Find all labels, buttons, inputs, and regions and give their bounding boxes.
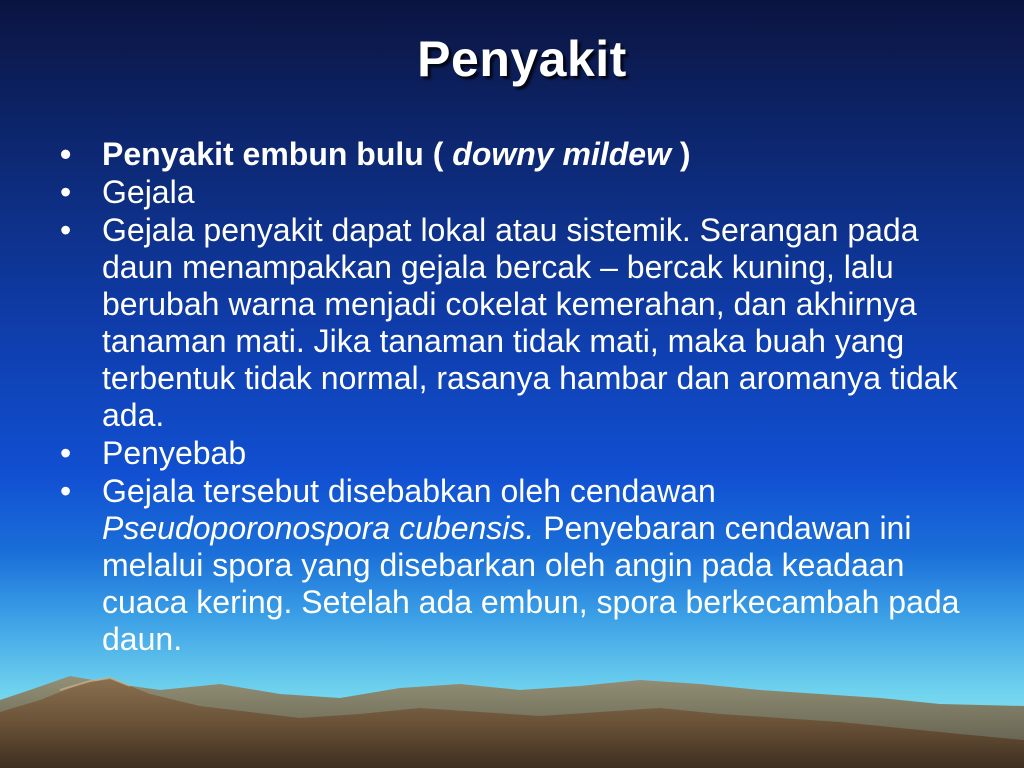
item-text: Gejala bbox=[102, 174, 195, 210]
bullet-marker: • bbox=[60, 212, 72, 248]
item-text: Gejala tersebut disebabkan oleh cendawan bbox=[102, 473, 716, 509]
bullet-item-penyebab-description bbox=[60, 473, 980, 658]
item-text: Penyakit embun bulu ( bbox=[102, 136, 453, 172]
item-text-end: Penyebaran cendawan ini melalui spora yang disebarkan oleh angin pada keadaan cuaca kering. Setelah ada embun, spora berkecambah pada daun. bbox=[102, 510, 960, 657]
bullet-list bbox=[60, 136, 980, 659]
bullet-marker: • bbox=[60, 435, 72, 471]
item-italic-term: downy mildew bbox=[452, 136, 671, 172]
item-text: Gejala penyakit dapat lokal atau sistemik. Serangan pada daun menampakkan gejala bercak – bercak kuning, lalu berubah warna menjadi cokelat kemerahan, dan akhirnya tanaman mati. Jika tanaman tidak mati, maka buah yang terbentuk tidak normal, rasanya hambar dan aromanya tidak ada. bbox=[102, 212, 958, 433]
bullet-item-downy-mildew bbox=[60, 136, 980, 173]
bullet-marker: • bbox=[60, 473, 72, 509]
bullet-marker: • bbox=[60, 174, 72, 210]
bullet-item-gejala-heading bbox=[60, 174, 980, 211]
bullet-marker: • bbox=[60, 136, 72, 172]
bullet-item-gejala-description bbox=[60, 212, 980, 434]
item-italic-species: Pseudoporonospora cubensis. bbox=[102, 510, 535, 546]
slide-title: Penyakit bbox=[417, 31, 627, 87]
bullet-item-penyebab-heading bbox=[60, 435, 980, 472]
item-text: Penyebab bbox=[102, 435, 247, 471]
item-text-end: ) bbox=[670, 136, 691, 172]
